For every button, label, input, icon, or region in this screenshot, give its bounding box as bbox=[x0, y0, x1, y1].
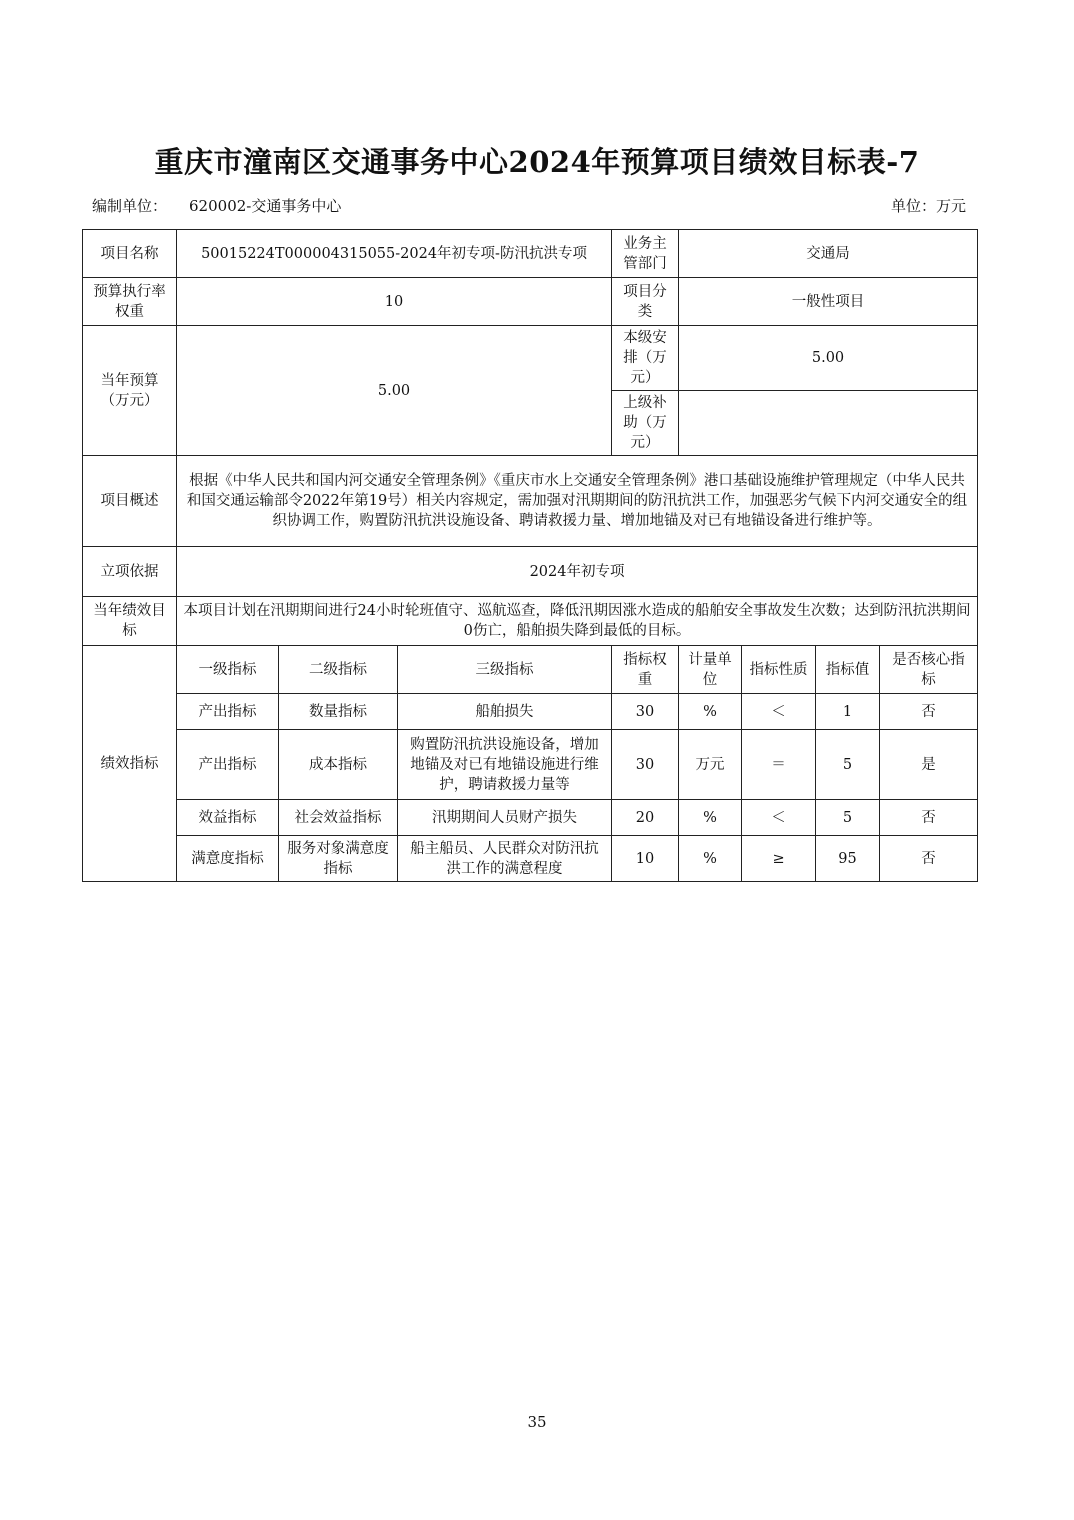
local-value: 5.00 bbox=[679, 326, 978, 391]
page-title: 重庆市潼南区交通事务中心2024年预算项目绩效目标表-7 bbox=[154, 145, 920, 179]
dept-label: 业务主管部门 bbox=[612, 230, 679, 278]
level2-cell: 数量指标 bbox=[279, 694, 398, 730]
core-cell: 是 bbox=[880, 730, 978, 800]
value-cell: 1 bbox=[816, 694, 880, 730]
local-label: 本级安排（万元） bbox=[612, 326, 679, 391]
budget-value: 5.00 bbox=[177, 326, 612, 456]
page-number: 35 bbox=[527, 1413, 547, 1431]
value-cell: 5 bbox=[816, 730, 880, 800]
overview-label: 项目概述 bbox=[83, 456, 177, 547]
level2-cell: 成本指标 bbox=[279, 730, 398, 800]
table-row bbox=[83, 836, 978, 882]
value-cell: 95 bbox=[816, 836, 880, 882]
compiling-unit-label: 编制单位： bbox=[92, 197, 168, 215]
indicator-header: 指标性质 bbox=[742, 646, 816, 694]
dept-value: 交通局 bbox=[679, 230, 978, 278]
unit-cell: 万元 bbox=[679, 730, 742, 800]
table-row bbox=[83, 730, 978, 800]
level2-cell: 服务对象满意度指标 bbox=[279, 836, 398, 882]
indicator-header: 指标权重 bbox=[612, 646, 679, 694]
performance-table bbox=[82, 229, 978, 882]
project-name-value: 50015224T000004315055-2024年初专项-防汛抗洪专项 bbox=[177, 230, 612, 278]
compiling-unit bbox=[92, 195, 341, 216]
indicator-header: 一级指标 bbox=[177, 646, 279, 694]
indicator-header: 是否核心指标 bbox=[880, 646, 978, 694]
level1-cell: 满意度指标 bbox=[177, 836, 279, 882]
level1-cell: 效益指标 bbox=[177, 800, 279, 836]
level3-cell: 汛期期间人员财产损失 bbox=[398, 800, 612, 836]
basis-value: 2024年初专项 bbox=[177, 547, 978, 597]
level3-cell: 船主船员、人民群众对防汛抗洪工作的满意程度 bbox=[398, 836, 612, 882]
unit-cell: % bbox=[679, 836, 742, 882]
level1-cell: 产出指标 bbox=[177, 694, 279, 730]
upper-label: 上级补助（万元） bbox=[612, 391, 679, 456]
weight-cell: 30 bbox=[612, 730, 679, 800]
indicator-header: 指标值 bbox=[816, 646, 880, 694]
table-row bbox=[83, 694, 978, 730]
compiling-unit-value: 620002-交通事务中心 bbox=[189, 197, 342, 215]
indicator-header: 计量单位 bbox=[679, 646, 742, 694]
currency-unit: 单位：万元 bbox=[890, 197, 966, 215]
weight-cell: 20 bbox=[612, 800, 679, 836]
value-cell: 5 bbox=[816, 800, 880, 836]
level2-cell: 社会效益指标 bbox=[279, 800, 398, 836]
goal-value: 本项目计划在汛期期间进行24小时轮班值守、巡航巡查，降低汛期因涨水造成的船舶安全事故发生次数；达到防汛抗洪期间0伤亡，船舶损失降到最低的目标。 bbox=[177, 597, 978, 646]
perf-label: 绩效指标 bbox=[83, 646, 177, 882]
core-cell: 否 bbox=[880, 836, 978, 882]
level3-cell: 购置防汛抗洪设施设备，增加地锚及对已有地锚设施进行维护，聘请救援力量等 bbox=[398, 730, 612, 800]
project-name-label: 项目名称 bbox=[83, 230, 177, 278]
basis-label: 立项依据 bbox=[83, 547, 177, 597]
overview-value: 根据《中华人民共和国内河交通安全管理条例》《重庆市水上交通安全管理条例》港口基础设施维护管理规定（中华人民共和国交通运输部令2022年第19号）相关内容规定，需加强对汛期期间的防汛抗洪工作，加强恶劣气候下内河交通安全的组织协调工作，购置防汛抗洪设施设备、聘请救援力量、增加地锚及对已有地锚设备进行维护等。 bbox=[177, 456, 978, 547]
nature-cell: ＜ bbox=[742, 694, 816, 730]
level3-cell: 船舶损失 bbox=[398, 694, 612, 730]
goal-label: 当年绩效目标 bbox=[83, 597, 177, 646]
core-cell: 否 bbox=[880, 694, 978, 730]
table-row bbox=[83, 800, 978, 836]
level1-cell: 产出指标 bbox=[177, 730, 279, 800]
category-value: 一般性项目 bbox=[679, 278, 978, 326]
core-cell: 否 bbox=[880, 800, 978, 836]
indicator-header: 二级指标 bbox=[279, 646, 398, 694]
upper-value bbox=[679, 391, 978, 456]
exec-weight-label: 预算执行率权重 bbox=[83, 278, 177, 326]
category-label: 项目分类 bbox=[612, 278, 679, 326]
weight-cell: 10 bbox=[612, 836, 679, 882]
nature-cell: ＝ bbox=[742, 730, 816, 800]
nature-cell: ＜ bbox=[742, 800, 816, 836]
exec-weight-value: 10 bbox=[177, 278, 612, 326]
indicator-header: 三级指标 bbox=[398, 646, 612, 694]
weight-cell: 30 bbox=[612, 694, 679, 730]
unit-cell: % bbox=[679, 694, 742, 730]
nature-cell: ≥ bbox=[742, 836, 816, 882]
unit-cell: % bbox=[679, 800, 742, 836]
budget-label: 当年预算（万元） bbox=[83, 326, 177, 456]
